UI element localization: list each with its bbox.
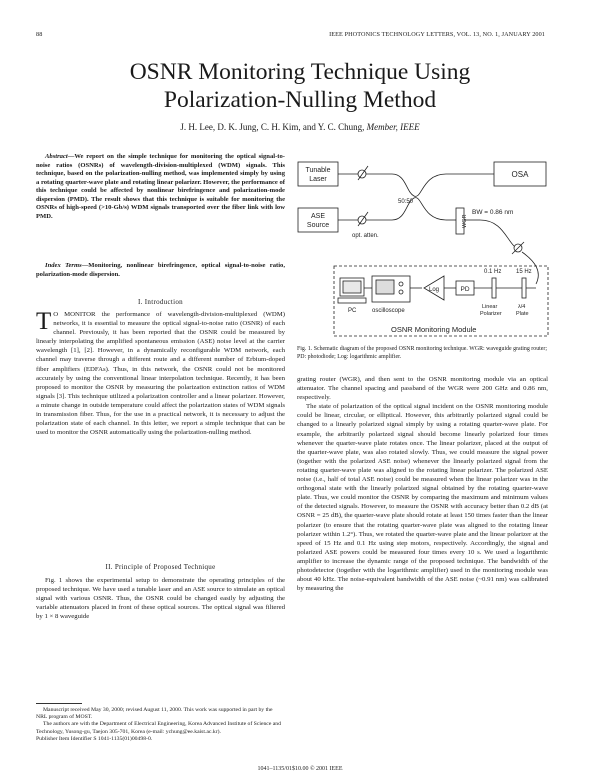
footnote-received: Manuscript received May 30, 2000; revised August 11, 2000. This work was supported in part by the NRL program of MOST.: [36, 707, 273, 721]
tunable-laser-label-1: Tunable: [305, 167, 331, 174]
authors-names: J. H. Lee, D. K. Jung, C. H. Kim, and Y. C. Chung,: [180, 122, 365, 132]
plate-label-1: λ/4: [518, 304, 526, 310]
author-list: [60, 122, 540, 132]
page-number: 88: [36, 31, 43, 38]
attenuator-label: opt. atten.: [352, 233, 379, 239]
title-line-2: Polarization-Nulling Method: [163, 87, 437, 113]
abstract: [36, 153, 285, 221]
title-line-1: OSNR Monitoring Technique Using: [129, 59, 471, 85]
linear-polarizer-icon: [492, 278, 496, 298]
footnote-affiliation: The authors are with the Department of Electrical Engineering, Korea Advanced Institute of Science and Technology, Yusong-gu, Taejon 305-701, Korea (e-mail: ychung@ee.kaist.ac.kr).: [36, 721, 281, 735]
index-terms: [36, 262, 285, 279]
right-paragraph-1: grating router (WGR), and then sent to the OSNR monitoring module via an optical attenuator. The channel spacing and passband of the WGR were 200 GHz and 0.86 nm, respectively.: [297, 376, 548, 402]
bandwidth-label: BW = 0.86 nm: [472, 209, 514, 216]
right-paragraph-2: The state of polarization of the optical signal incident on the OSNR monitoring module could be linear, circular, or elliptical. However, this arbitrarily polarized signal could be changed to a linearly polarized signal simply by using a rotating quarter-wave plate. For example, the arbitrarily polarized signal should become linearly polarized four times whenever the quarter-wave plate rotates once. The linear polarizer, placed at the output of the quarter-wave plate, was also rotated slowly. Thus, we could measure the signal power (together with the polarized ASE noise) whenever the linearly polarized signal from the rotating quarter-wave plate was aligned to the rotating linear polarizer. The polarized ASE noise (i.e., half of total ASE noise) could be measured when the linear polarizer was in the orthogonal state with the linearly polarized signal obtained by the rotating quarter-wave plate. Thus, we could monitor the OSNR by comparing the maximum and minimum values of the detected signals. However, to measure the OSNR with accuracy better than 0.2 dB (at OSNR = 25 dB), the quarter-wave plate should rotate at least 150 times faster than the linear polarizer (to ensure that the rotating quarter-wave plate was aligned to the rotating linear polarizer within 1.2°). Thus, we rotated the quarter-wave plate and the linear polarizer at the speed of 15 Hz and 0.1 Hz using step motors, respectively. Accordingly, the signal and polarized ASE powers could be measured four times every 10 s. We used a logarithmic amplifier to increase the dynamic range of the proposed technique. The bandwidth of the photodetector (together with the logarithmic amplifier) used in the monitoring module was about 40 kHz. The noise-equivalent bandwidth of the ASE noise (~0.91 nm) was calibrated by measuring the: [297, 403, 548, 593]
log-amp-label: Log: [429, 287, 440, 293]
figure-1-schematic: [296, 150, 551, 338]
figure-1-caption: Fig. 1. Schematic diagram of the proposed OSNR monitoring technique. WGR: waveguide grating router; PD: photodiode; Log: logarithmic amplifier.: [297, 346, 547, 360]
page-title: [60, 58, 540, 114]
osa-box: [494, 162, 546, 186]
principle-paragraph: [36, 576, 285, 621]
photodiode-box: [456, 281, 474, 295]
pc-icon: [338, 278, 366, 303]
oscilloscope-icon: [372, 276, 410, 302]
photodiode-label: PD: [460, 286, 470, 293]
authors-member: Member, IEEE: [366, 122, 420, 132]
index-terms-text: Monitoring, nonlinear birefringence, optical signal-to-noise ratio, polarization-mode dispersion.: [36, 262, 285, 278]
right-column: [297, 375, 548, 593]
abstract-label: Abstract—: [45, 153, 75, 160]
tunable-laser-label-2: Laser: [309, 176, 327, 183]
footnote-rule: [36, 703, 82, 704]
principle-text: Fig. 1 shows the experimental setup to demonstrate the operating principles of the proposed technique. We have used a tunable laser and an ASE source to simulate an optical signal with various OSNR. Thus, the OSNR could be changed easily by adjusting the variable attenuators placed in front of these optical sources. The optical signal was filtered by 1 × 8 waveguide: [36, 577, 285, 621]
fiber-to-module: [480, 220, 514, 246]
oscilloscope-label: oscilloscope: [372, 308, 405, 314]
section-heading-principle: II. Principle of Proposed Technique: [105, 563, 216, 571]
polarizer-label-2: Polarizer: [480, 311, 502, 317]
intro-text: O MONITOR the performance of wavelength-division-multiplexed (WDM) networks, it is essential to measure the optical signal-to-noise ratio (OSNR) of each channel. Previously, it has been reported that the OSNR could be measured by linearly interpolating the amplified spontaneous emission (ASE) noise level at the carrier wavelength [1], [2]. However, in a dynamically reconfigurable WDM network, each channel may traverse through a different route and a different number of Erbium-doped fiber amplifiers (EDFAs). Thus, in this network, the OSNR could not be monitored accurately by using the conventional linear interpolation technique. Recently, it has been proposed to monitor the OSNR by measuring the polarization extinction ratios of WDM signals [3]. This technique utilized a polarization controller and a linear polarizer. However, a minute change in outside temperature could affect the polarization states of WDM signals in transmission fiber. Thus, for the use in a practical network, it is necessary to adjust the polarization state of each channel. In this letter, we report a simple technique that can be used to monitor the OSNR automatically using the polarization-nulling method.: [36, 311, 285, 437]
pc-label: PC: [348, 308, 357, 314]
ase-source-label-1: ASE: [310, 213, 326, 220]
osa-label: OSA: [511, 170, 529, 179]
tunable-laser-box: [298, 162, 338, 186]
module-label: OSNR Monitoring Module: [391, 325, 477, 334]
coupler-icon: [392, 174, 446, 220]
footnote-publisher-id: Publisher Item Identifier S 1041-1135(01)00498-0.: [36, 735, 153, 742]
section-heading-introduction: I. Introduction: [138, 298, 183, 306]
drop-cap: T: [36, 308, 52, 335]
index-terms-label: Index Terms—: [45, 262, 89, 269]
abstract-text: We report on the simple technique for monitoring the optical signal-to-noise ratios (OSNRs) of wavelength-division-multiplexed (WDM) signals. This technique, based on the polarization-nulling method, was implemented simply by using a rotating quarter-wave plate and rotating linear polarizer. However, the performance of this technique could be affected by nonlinear birefringence and polarization-mode dispersion (PMD). The result shows that this technique is suitable for monitoring the OSNRs of high-speed (>10-Gb/s) WDM signals transported over the fiber link with low PMD.: [36, 153, 285, 220]
ase-source-box: [298, 208, 338, 232]
polarizer-label-1: Linear: [482, 304, 498, 310]
freq-plate-label: 15 Hz: [516, 269, 532, 275]
quarter-wave-plate-icon: [522, 278, 526, 298]
journal-header: IEEE PHOTONICS TECHNOLOGY LETTERS, VOL. 13, NO. 1, JANUARY 2001: [329, 31, 545, 38]
intro-paragraph: [36, 310, 285, 437]
plate-label-2: Plate: [516, 311, 529, 317]
coupler-label: 50:50: [398, 199, 414, 205]
attenuator-icon: [358, 166, 368, 226]
freq-polarizer-label: 0.1 Hz: [484, 269, 502, 275]
footnotes: [36, 707, 285, 743]
wgr-label: WGR: [462, 214, 468, 228]
ase-source-label-2: Source: [306, 222, 330, 229]
copyright-line: 1041–1135/01$10.00 © 2001 IEEE: [257, 766, 343, 772]
